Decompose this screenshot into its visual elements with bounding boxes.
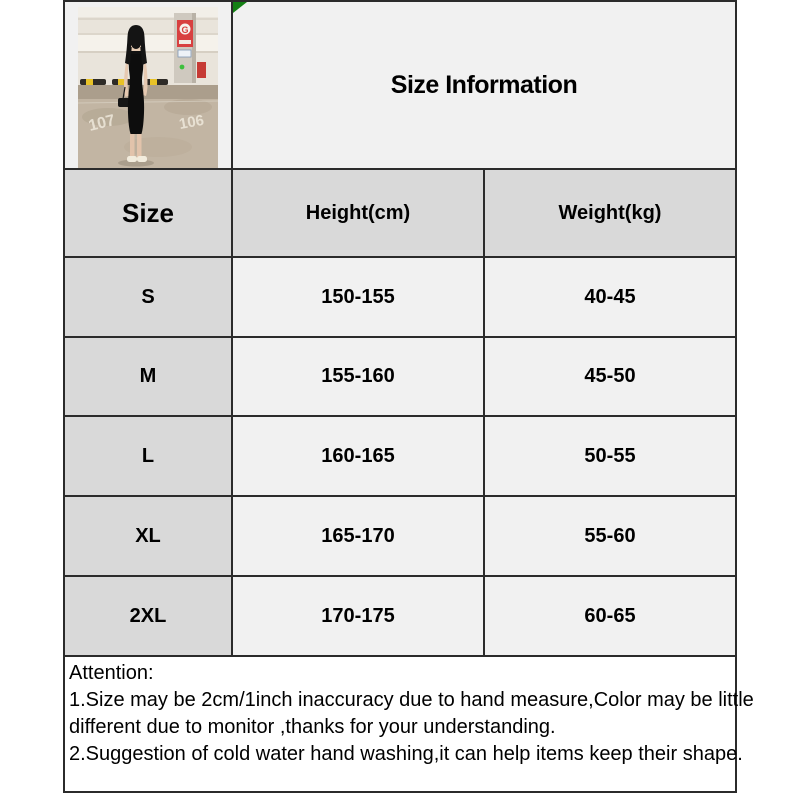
attention-note — [65, 657, 754, 791]
attention-line-3: 2.Suggestion of cold water hand washing,it can help items keep their shape. — [69, 743, 743, 765]
attention-line-2: different due to monitor ,thanks for your understanding. — [69, 716, 556, 738]
row-xl-size: XL — [65, 497, 231, 575]
model-photo — [78, 7, 218, 168]
wheel-stops — [80, 79, 168, 85]
size-information-sheet — [63, 0, 754, 793]
size-table — [63, 0, 754, 793]
row-2xl-height: 170-175 — [233, 577, 483, 655]
floor-number-right: 106 — [177, 111, 206, 133]
row-m-size: M — [65, 338, 231, 415]
green-corner-marker — [233, 2, 247, 13]
header-size: Size — [65, 170, 231, 256]
svg-text:G: G — [181, 25, 189, 35]
row-xl-height: 165-170 — [233, 497, 483, 575]
g-sign — [177, 20, 193, 47]
row-l-size: L — [65, 417, 231, 495]
row-2xl-weight: 60-65 — [485, 577, 735, 655]
row-s-size: S — [65, 258, 231, 336]
header-weight: Weight(kg) — [485, 170, 735, 256]
row-s-weight: 40-45 — [485, 258, 735, 336]
attention-title: Attention: — [69, 662, 154, 684]
row-m-height: 155-160 — [233, 338, 483, 415]
row-2xl-size: 2XL — [65, 577, 231, 655]
row-xl-weight: 55-60 — [485, 497, 735, 575]
row-s-height: 150-155 — [233, 258, 483, 336]
attention-line-1: 1.Size may be 2cm/1inch inaccuracy due to hand measure,Color may be little — [69, 689, 754, 711]
row-l-height: 160-165 — [233, 417, 483, 495]
product-photo-cell — [65, 2, 231, 168]
floor-number-left: 107 — [86, 111, 117, 135]
page-title: Size Information — [390, 70, 578, 99]
row-l-weight: 50-55 — [485, 417, 735, 495]
title-cell — [233, 2, 735, 168]
row-m-weight: 45-50 — [485, 338, 735, 415]
fire-extinguisher-box — [197, 62, 206, 78]
header-height: Height(cm) — [233, 170, 483, 256]
green-light — [180, 65, 185, 70]
